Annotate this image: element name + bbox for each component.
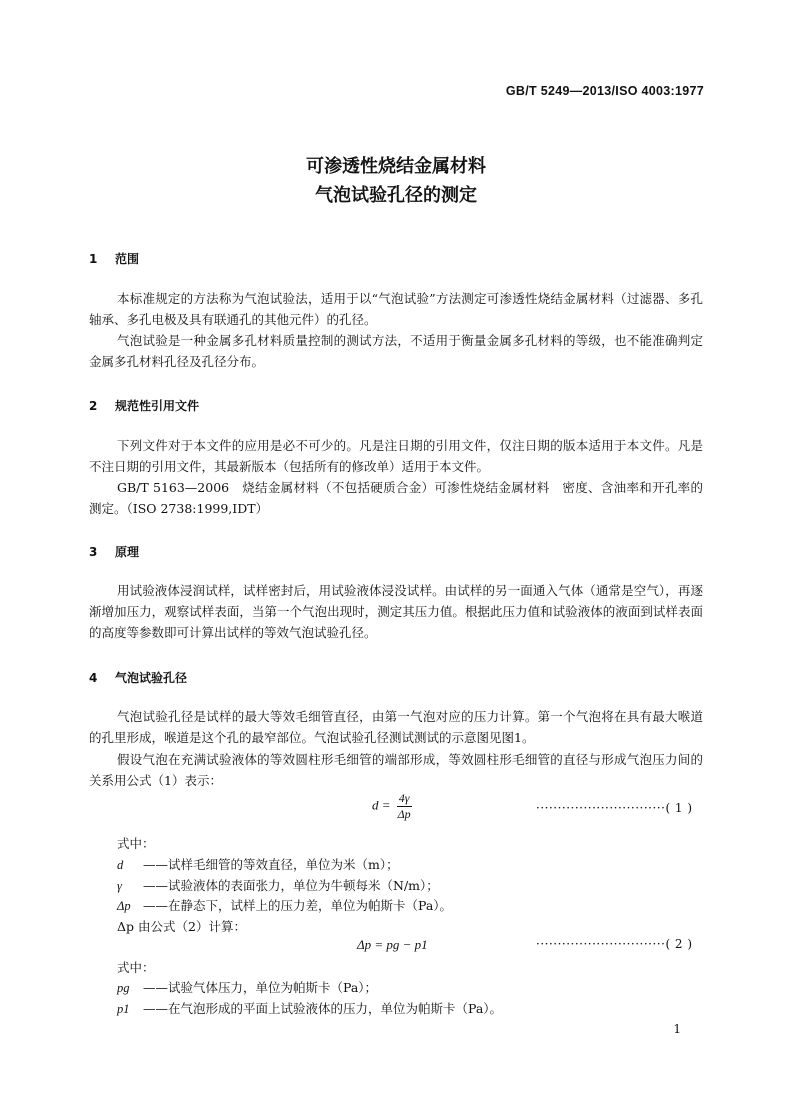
definition-symbol: p1 xyxy=(117,1002,130,1016)
section-number: 2 xyxy=(89,399,98,413)
section-3-paragraph-1: 用试验液体浸润试样，试样密封后，用试验液体浸没试样。由试样的另一面通入气体（通常是空气），再逐渐增加压力，观察试样表面，当第一个气泡出现时，测定其压力值。根据此压力值和试验液体的液面到试样表面的高度等参数即可计算出试样的等效气泡试验孔径。 xyxy=(89,583,703,640)
formula-1-lhs: d = xyxy=(372,797,391,813)
section-3-heading xyxy=(89,543,139,560)
definition-text: ——试验气体压力，单位为帕斯卡（Pa）； xyxy=(143,980,378,995)
section-2-paragraph-2: GB/T 5163—2006 烧结金属材料（不包括硬质合金）可渗性烧结金属材料 密度、含油率和开孔率的测定。（ISO 2738:1999,IDT） xyxy=(89,480,703,516)
section-1-heading xyxy=(89,250,139,267)
definition-text: ——试验液体的表面张力，单位为牛顿每米（N/m）； xyxy=(143,878,439,893)
section-2-paragraph-1: 下列文件对于本文件的应用是必不可少的。凡是注日期的引用文件，仅注日期的版本适用于本文件。凡是不注日期的引用文件，其最新版本（包括所有的修改单）适用于本文件。 xyxy=(89,438,703,474)
where-label-1: 式中： xyxy=(117,836,155,851)
definition-p1 xyxy=(117,999,502,1017)
formula-1-label: ( 1 ) xyxy=(665,801,693,815)
section-title: 范围 xyxy=(115,252,140,266)
formula-1 xyxy=(372,791,412,822)
formula-1-leader xyxy=(536,801,693,815)
section-4-paragraph-1: 气泡试验孔径是试样的最大等效毛细管直径，由第一气泡对应的压力计算。第一个气泡将在具有最大喉道的孔里形成，喉道是这个孔的最窄部位。气泡试验孔径测试测试的示意图见图1。 xyxy=(89,709,703,745)
section-4-heading xyxy=(89,669,187,686)
section-number: 1 xyxy=(89,252,98,266)
section-number: 4 xyxy=(89,671,98,685)
section-1-paragraph-2: 气泡试验是一种金属多孔材料质量控制的测试方法，不适用于衡量金属多孔材料的等级，也不能准确判定金属多孔材料孔径及孔径分布。 xyxy=(89,333,703,369)
definition-symbol: γ xyxy=(117,879,122,893)
section-title: 原理 xyxy=(115,545,140,559)
definition-symbol: pg xyxy=(117,981,130,995)
calc-line: Δp 由公式（2）计算： xyxy=(117,919,246,934)
definition-delta-p xyxy=(117,896,452,914)
formula-1-numerator: 4γ xyxy=(398,791,410,805)
formula-2-leader xyxy=(536,937,693,951)
formula-1-fraction xyxy=(397,791,412,822)
page-number: 1 xyxy=(673,1022,681,1036)
formula-2: Δp = pg − p1 xyxy=(357,937,428,952)
section-2-heading xyxy=(89,397,199,414)
formula-2-label: ( 2 ) xyxy=(665,937,693,951)
standard-number: GB/T 5249—2013/ISO 4003:1977 xyxy=(505,84,704,98)
section-title: 气泡试验孔径 xyxy=(115,671,188,685)
definition-text: ——试样毛细管的等效直径，单位为米（m）； xyxy=(143,857,399,872)
definition-d xyxy=(117,855,399,873)
definition-pg xyxy=(117,978,377,996)
section-number: 3 xyxy=(89,545,98,559)
page-title-line2: 气泡试验孔径的测定 xyxy=(315,185,477,206)
formula-1-denominator: Δp xyxy=(397,807,411,821)
where-label-2: 式中： xyxy=(117,960,155,975)
definition-symbol: d xyxy=(117,858,124,872)
section-1-paragraph-1: 本标准规定的方法称为气泡试验法，适用于以“气泡试验”方法测定可渗透性烧结金属材料（过滤器、多孔轴承、多孔电极及具有联通孔的其他元件）的孔径。 xyxy=(89,291,703,327)
formula-1-dots: ······························ xyxy=(536,801,666,815)
definition-text: ——在静态下，试样上的压力差，单位为帕斯卡（Pa）。 xyxy=(143,898,453,913)
page-title-line1: 可渗透性烧结金属材料 xyxy=(306,156,486,177)
section-title: 规范性引用文件 xyxy=(115,399,200,413)
section-4-paragraph-2: 假设气泡在充满试验液体的等效圆柱形毛细管的端部形成，等效圆柱形毛细管的直径与形成气泡压力间的关系用公式（1）表示： xyxy=(89,752,703,788)
definition-gamma xyxy=(117,876,439,894)
formula-2-dots: ······························ xyxy=(536,937,666,951)
definition-text: ——在气泡形成的平面上试验液体的压力，单位为帕斯卡（Pa）。 xyxy=(143,1001,503,1016)
definition-symbol: Δp xyxy=(117,899,131,913)
